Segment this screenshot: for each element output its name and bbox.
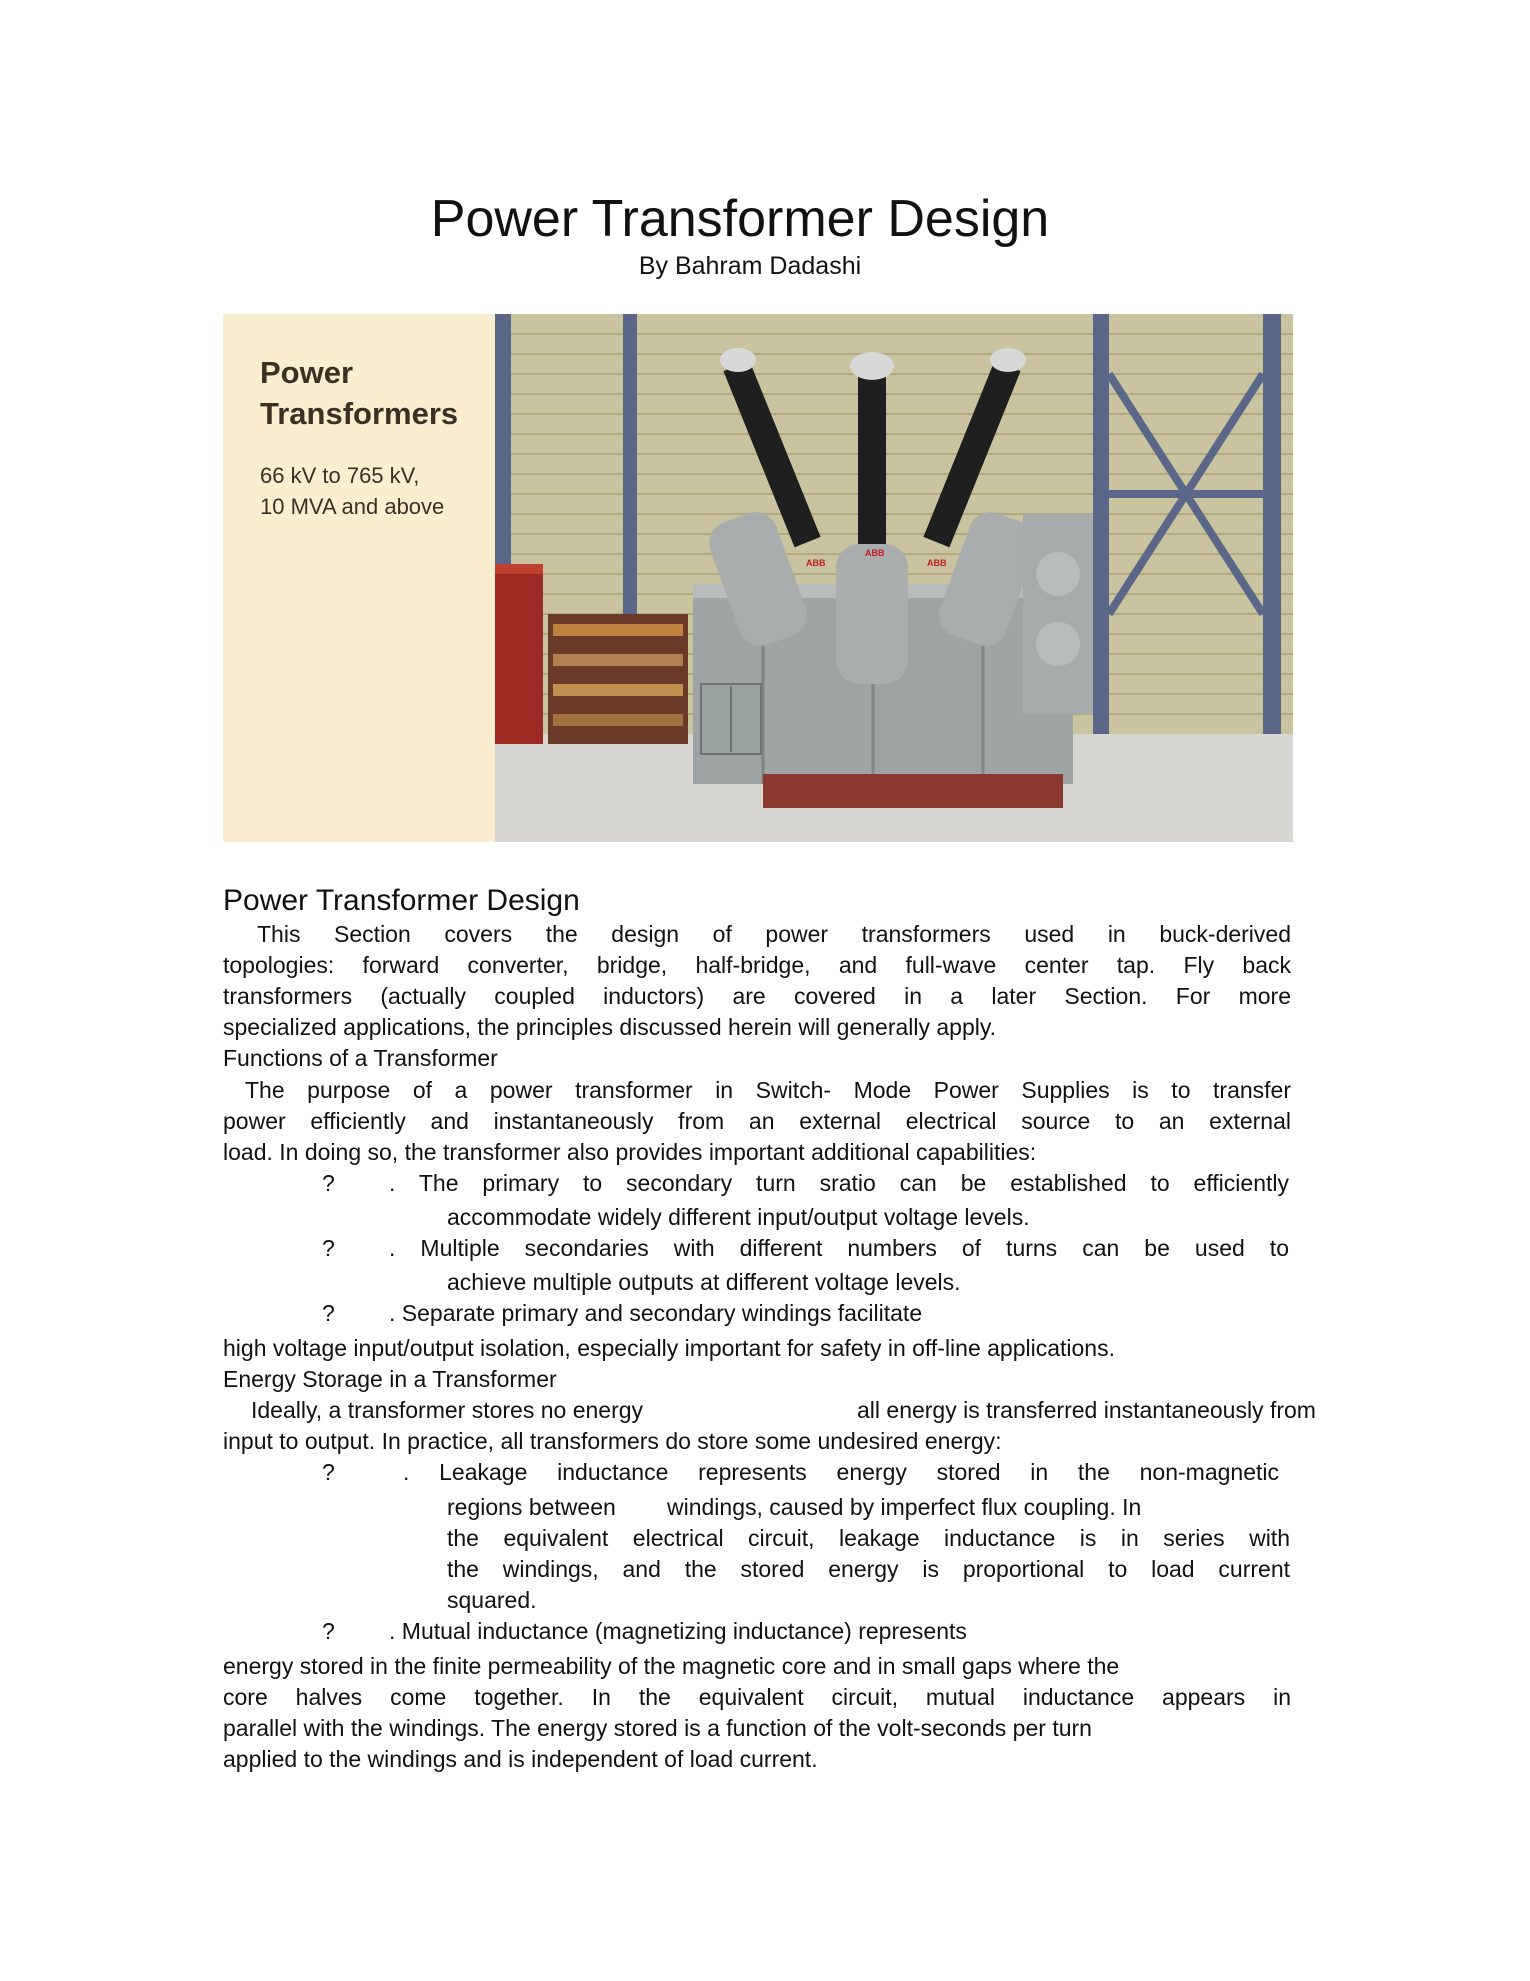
functions-line-1: The purpose of a power transformer in Switch- Mode Power Supplies is to transfer [245, 1077, 1291, 1103]
intro-line-4: specialized applications, the principles discussed herein will generally apply. [223, 1014, 997, 1040]
intro-line-1: This Section covers the design of power transformers used in buck-derived [257, 921, 1291, 947]
section-heading: Power Transformer Design [223, 884, 580, 917]
mutual-line-1: energy stored in the finite permeability of the magnetic core and in small gaps where the [223, 1653, 1120, 1679]
functions-line-2: power efficiently and instantaneously from an external electrical source to an external [223, 1108, 1291, 1134]
bullet-marker: ? [322, 1300, 335, 1326]
brand-label-center: ABB [865, 548, 885, 558]
function-bullet-3: . Separate primary and secondary windings facilitate [389, 1300, 923, 1326]
leakage-cont-b: windings, caused by imperfect flux coupling. In [667, 1494, 1142, 1520]
function-bullet-2-cont: achieve multiple outputs at different voltage levels. [447, 1269, 961, 1295]
bullet-marker: ? [322, 1170, 335, 1196]
bullet-marker: ? [322, 1459, 335, 1485]
energy-line-1a: Ideally, a transformer stores no energy [251, 1397, 644, 1423]
transformer-photo [495, 314, 1293, 842]
mutual-line-4: applied to the windings and is independent of load current. [223, 1746, 818, 1772]
function-bullet-2: . Multiple secondaries with different numbers of turns can be used to [389, 1235, 1289, 1261]
hero-spec-line1: 66 kV to 765 kV, [260, 463, 420, 488]
functions-heading: Functions of a Transformer [223, 1045, 498, 1071]
document-author: By Bahram Dadashi [638, 252, 862, 280]
bullet-marker: ? [322, 1618, 335, 1644]
intro-line-2: topologies: forward converter, bridge, half-bridge, and full-wave center tap. Fly back [223, 952, 1291, 978]
brand-label-left: ABB [806, 558, 826, 568]
brand-label-right: ABB [927, 558, 947, 568]
hero-heading-line2: Transformers [260, 396, 459, 431]
isolation-line: high voltage input/output isolation, especially important for safety in off-line applications. [223, 1335, 1115, 1361]
function-bullet-1: . The primary to secondary turn sratio can be established to efficiently [389, 1170, 1289, 1196]
intro-line-3: transformers (actually coupled inductors) are covered in a later Section. For more [223, 983, 1291, 1009]
leakage-cont-line-3: squared. [447, 1587, 537, 1613]
function-bullet-1-cont: accommodate widely different input/output voltage levels. [447, 1204, 1030, 1230]
mutual-line-3: parallel with the windings. The energy stored is a function of the volt-seconds per turn [223, 1715, 1092, 1741]
hero-spec-line2: 10 MVA and above [260, 494, 445, 519]
leakage-cont-a: regions between [447, 1494, 616, 1520]
hero-heading-line1: Power [260, 355, 354, 390]
leakage-cont-line-2: the windings, and the stored energy is proportional to load current [447, 1556, 1290, 1582]
functions-line-3: load. In doing so, the transformer also provides important additional capabilities: [223, 1139, 1037, 1165]
mutual-line-2: core halves come together. In the equivalent circuit, mutual inductance appears in [223, 1684, 1291, 1710]
document-title: Power Transformer Design [430, 190, 1050, 248]
leakage-cont-line-1: the equivalent electrical circuit, leakage inductance is in series with [447, 1525, 1290, 1551]
hero-caption-panel [223, 314, 495, 842]
energy-line-2: input to output. In practice, all transformers do store some undesired energy: [223, 1428, 1002, 1454]
leakage-bullet: . Leakage inductance represents energy stored in the non-magnetic [403, 1459, 1279, 1485]
mutual-bullet: . Mutual inductance (magnetizing inductance) represents [389, 1618, 967, 1644]
hero-image [223, 314, 1293, 842]
energy-heading: Energy Storage in a Transformer [223, 1366, 557, 1392]
bullet-marker: ? [322, 1235, 335, 1261]
energy-line-1b: all energy is transferred instantaneously from [857, 1397, 1316, 1423]
